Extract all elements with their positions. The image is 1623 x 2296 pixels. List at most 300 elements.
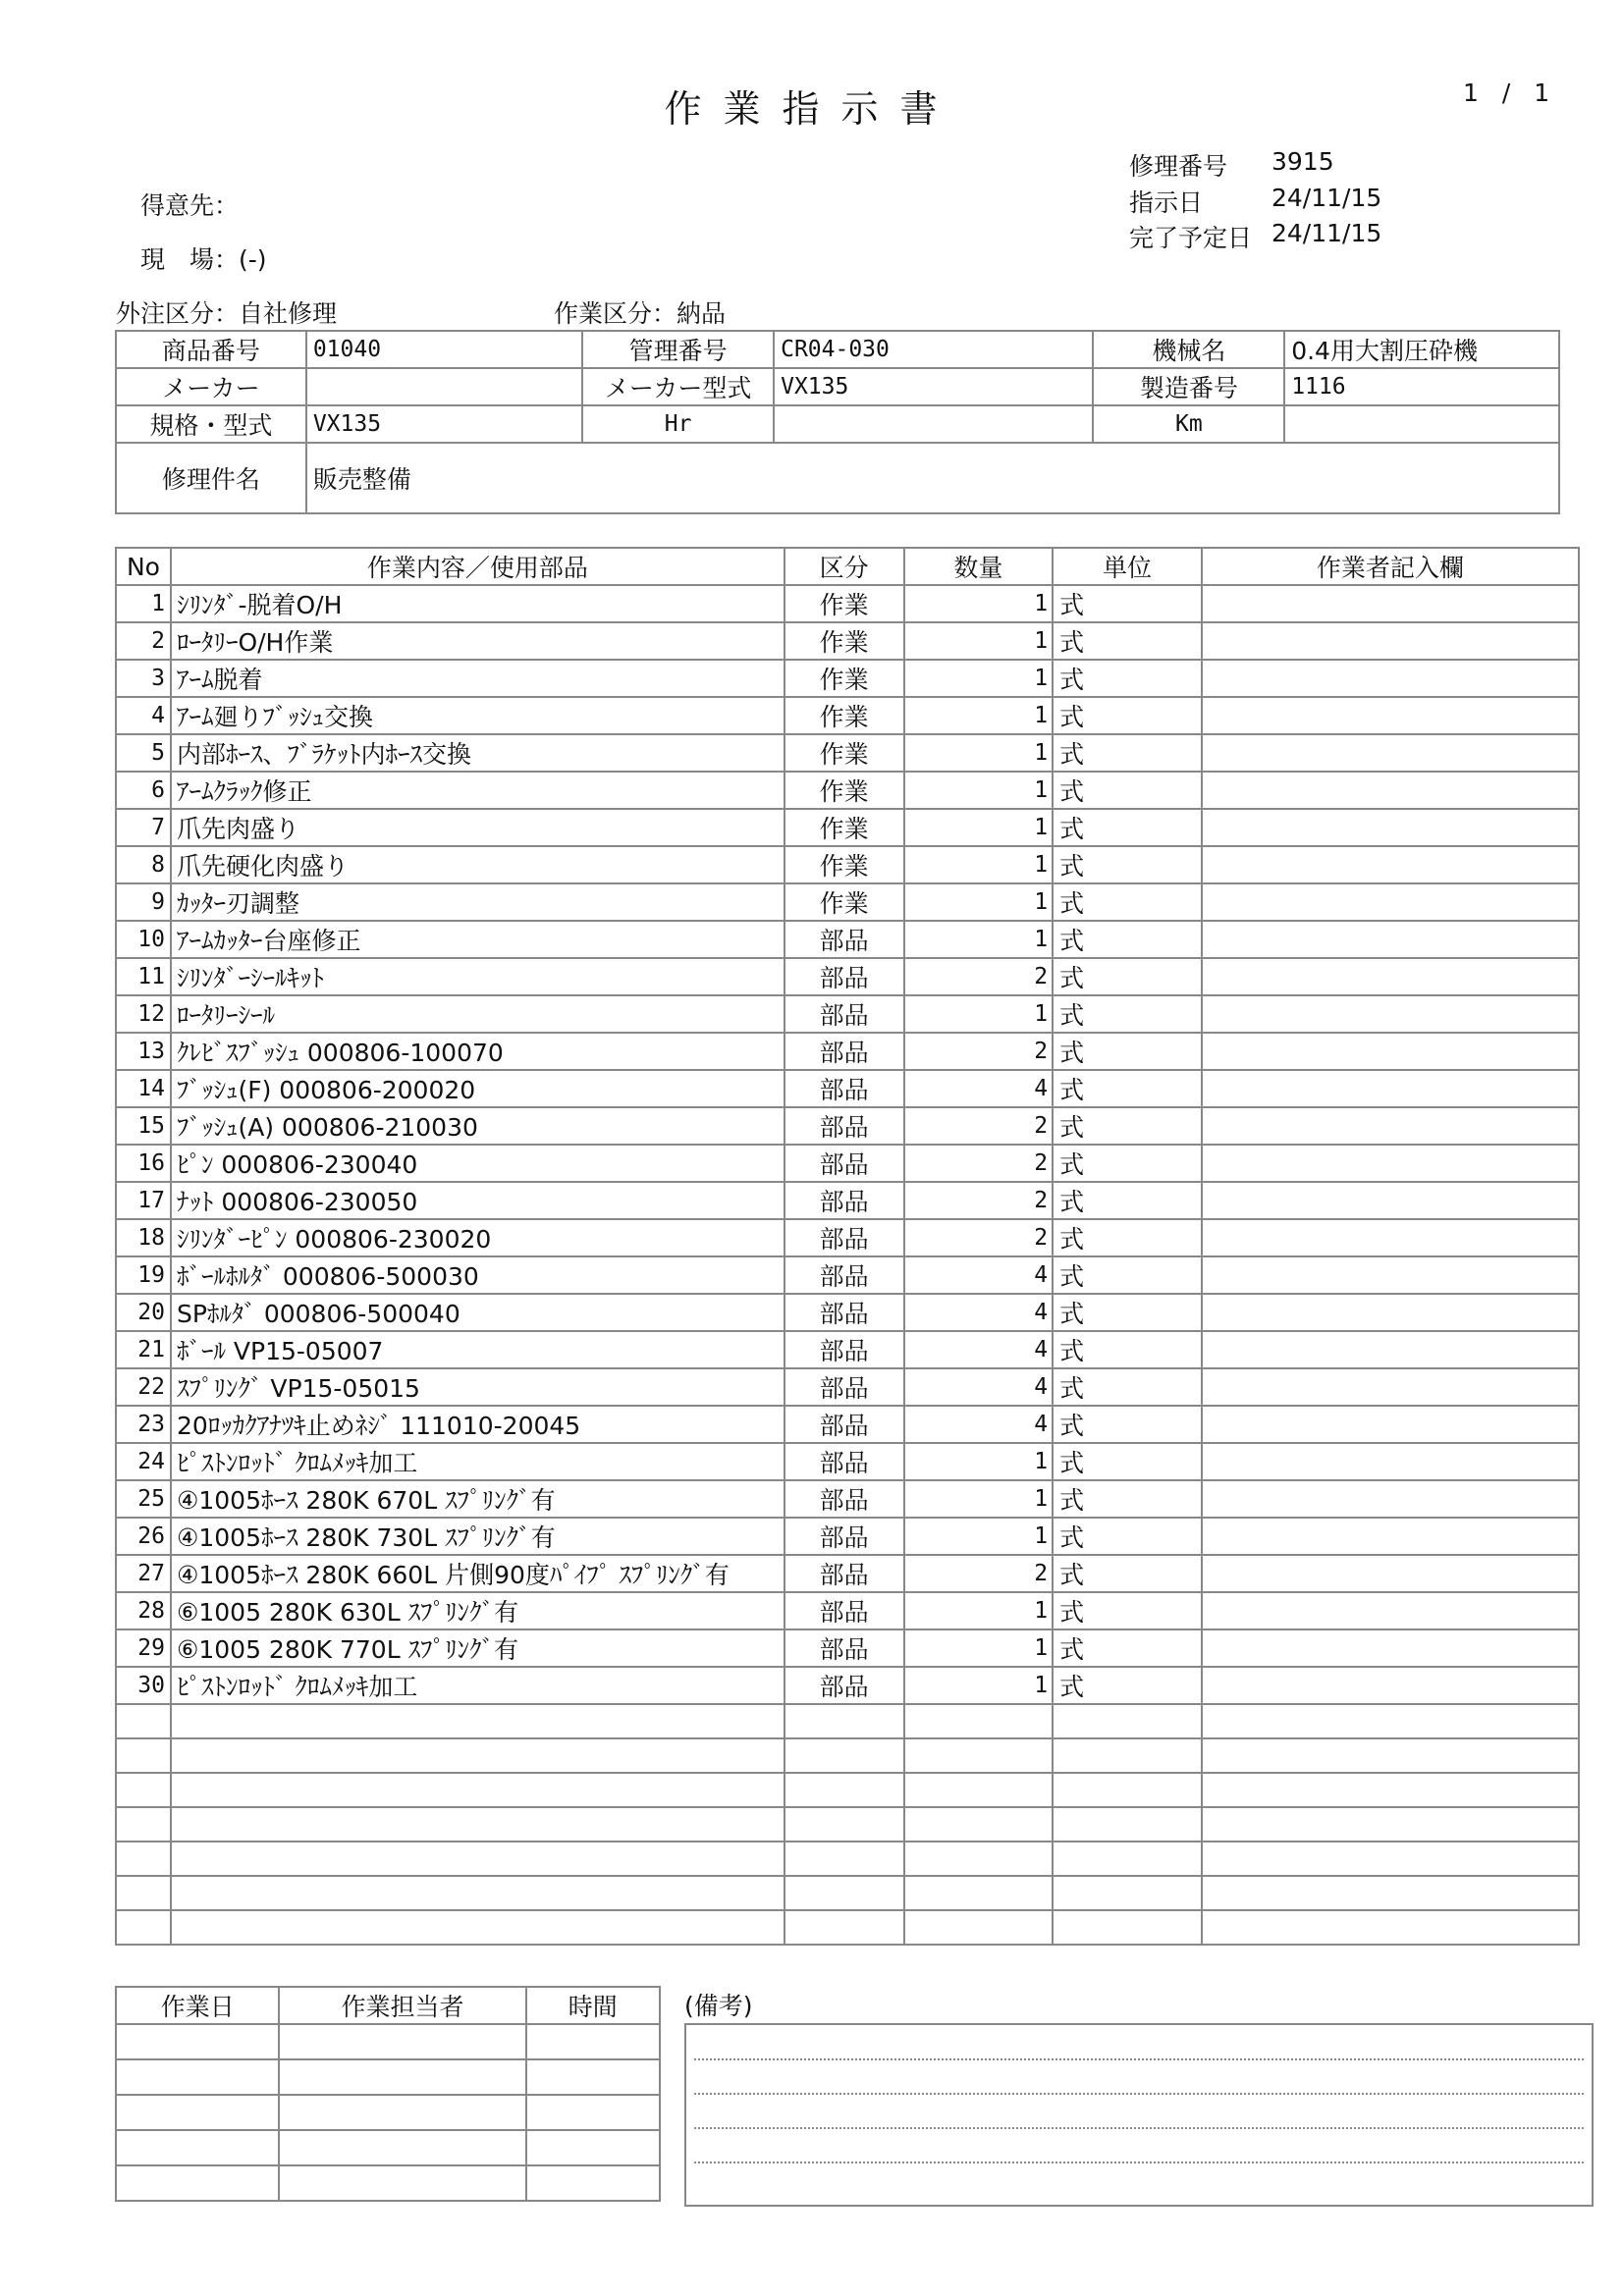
- log-cell[interactable]: [279, 2130, 525, 2165]
- col-qty-header: 数量: [904, 548, 1054, 585]
- table-row: [116, 1406, 1579, 1443]
- repair-no-label: 修理番号: [1129, 152, 1228, 181]
- row-no: 14: [116, 1070, 171, 1107]
- row-worker-note[interactable]: [1202, 1773, 1579, 1807]
- row-qty: [904, 1704, 1054, 1738]
- page-number: 1 / 1: [1463, 79, 1558, 107]
- row-unit: 式: [1053, 1592, 1202, 1629]
- row-category: 部品: [784, 1294, 904, 1331]
- row-worker-note[interactable]: [1202, 734, 1579, 772]
- row-qty: 1: [904, 585, 1054, 622]
- row-worker-note[interactable]: [1202, 1518, 1579, 1555]
- table-row: [116, 958, 1579, 995]
- outsource-label: 外注区分：: [116, 299, 240, 328]
- row-worker-note[interactable]: [1202, 1876, 1579, 1910]
- row-no: 23: [116, 1406, 171, 1443]
- table-row: [116, 1145, 1579, 1182]
- row-qty: 4: [904, 1368, 1054, 1406]
- row-worker-note[interactable]: [1202, 958, 1579, 995]
- row-unit: 式: [1053, 846, 1202, 883]
- info-table: [115, 330, 1560, 514]
- row-category: 部品: [784, 1443, 904, 1480]
- table-row: [116, 883, 1579, 921]
- table-row: [116, 1219, 1579, 1256]
- log-cell[interactable]: [526, 2165, 660, 2201]
- due-date: 24/11/15: [1271, 219, 1382, 247]
- row-qty: 4: [904, 1294, 1054, 1331]
- spec-label: 規格・型式: [116, 405, 306, 443]
- log-date-header: 作業日: [116, 1987, 279, 2024]
- row-worker-note[interactable]: [1202, 1443, 1579, 1480]
- table-row: [116, 1256, 1579, 1294]
- product-no: 01040: [306, 331, 582, 368]
- table-row: [116, 1033, 1579, 1070]
- row-unit: 式: [1053, 1145, 1202, 1182]
- row-desc: ⑥1005 280K 630L ｽﾌﾟﾘﾝｸﾞ有: [171, 1592, 784, 1629]
- row-desc: [171, 1704, 784, 1738]
- row-qty: [904, 1807, 1054, 1842]
- row-worker-note[interactable]: [1202, 883, 1579, 921]
- row-category: 部品: [784, 1629, 904, 1667]
- row-worker-note[interactable]: [1202, 660, 1579, 697]
- row-category: 部品: [784, 1480, 904, 1518]
- row-no: 26: [116, 1518, 171, 1555]
- row-no: 29: [116, 1629, 171, 1667]
- table-row: [116, 1629, 1579, 1667]
- row-qty: 1: [904, 1667, 1054, 1704]
- log-cell[interactable]: [279, 2024, 525, 2059]
- product-no-label: 商品番号: [116, 331, 306, 368]
- row-worker-note[interactable]: [1202, 1219, 1579, 1256]
- work-type-value: 納品: [676, 299, 727, 328]
- row-desc: ④1005ﾎｰｽ 280K 660L 片側90度ﾊﾟｲﾌﾟ ｽﾌﾟﾘﾝｸﾞ有: [171, 1555, 784, 1592]
- row-qty: 2: [904, 1107, 1054, 1145]
- row-qty: 4: [904, 1406, 1054, 1443]
- row-unit: [1053, 1842, 1202, 1876]
- row-no: [116, 1738, 171, 1773]
- row-qty: 1: [904, 883, 1054, 921]
- maker: [306, 368, 582, 405]
- row-worker-note[interactable]: [1202, 1667, 1579, 1704]
- log-time-header: 時間: [526, 1987, 660, 2024]
- log-cell[interactable]: [526, 2024, 660, 2059]
- log-cell[interactable]: [116, 2165, 279, 2201]
- row-qty: 4: [904, 1331, 1054, 1368]
- log-row: [116, 2165, 660, 2201]
- row-category: 部品: [784, 1518, 904, 1555]
- row-worker-note[interactable]: [1202, 1480, 1579, 1518]
- row-desc: [171, 1876, 784, 1910]
- table-row: [116, 809, 1579, 846]
- row-qty: 1: [904, 1629, 1054, 1667]
- km-label: Km: [1093, 405, 1284, 443]
- machine-label: 機械名: [1093, 331, 1284, 368]
- row-unit: 式: [1053, 1331, 1202, 1368]
- row-category: 作業: [784, 809, 904, 846]
- row-worker-note[interactable]: [1202, 1070, 1579, 1107]
- row-no: [116, 1842, 171, 1876]
- row-worker-note[interactable]: [1202, 622, 1579, 660]
- row-qty: 1: [904, 772, 1054, 809]
- table-row-empty: [116, 1773, 1579, 1807]
- row-desc: [171, 1807, 784, 1842]
- row-category: [784, 1738, 904, 1773]
- row-qty: 1: [904, 734, 1054, 772]
- row-desc: ｼﾘﾝﾀﾞ-脱着O/H: [171, 585, 784, 622]
- row-no: 21: [116, 1331, 171, 1368]
- log-row: [116, 2059, 660, 2095]
- row-unit: 式: [1053, 809, 1202, 846]
- row-unit: 式: [1053, 1219, 1202, 1256]
- remarks-line: [694, 2162, 1584, 2163]
- site-label: [140, 240, 267, 276]
- log-cell[interactable]: [279, 2095, 525, 2130]
- table-row: [116, 697, 1579, 734]
- row-no: [116, 1807, 171, 1842]
- row-category: 作業: [784, 846, 904, 883]
- row-desc: ﾎﾞｰﾙﾎﾙﾀﾞ 000806-500030: [171, 1256, 784, 1294]
- log-cell[interactable]: [279, 2165, 525, 2201]
- row-unit: 式: [1053, 1033, 1202, 1070]
- table-row: [116, 1480, 1579, 1518]
- row-qty: 1: [904, 995, 1054, 1033]
- row-unit: 式: [1053, 1480, 1202, 1518]
- row-qty: 2: [904, 1555, 1054, 1592]
- row-worker-note[interactable]: [1202, 1406, 1579, 1443]
- row-desc: ｱｰﾑ脱着: [171, 660, 784, 697]
- remarks-line: [694, 2127, 1584, 2129]
- col-worker-header: 作業者記入欄: [1202, 548, 1579, 585]
- row-no: 9: [116, 883, 171, 921]
- row-desc: 爪先肉盛り: [171, 809, 784, 846]
- row-category: 部品: [784, 1182, 904, 1219]
- row-category: 部品: [784, 958, 904, 995]
- repair-item-label: 修理件名: [116, 443, 306, 513]
- col-no-header: No: [116, 548, 171, 585]
- row-desc: ｸﾚﾋﾞｽﾌﾞｯｼｭ 000806-100070: [171, 1033, 784, 1070]
- row-no: 18: [116, 1219, 171, 1256]
- table-row-empty: [116, 1910, 1579, 1945]
- row-desc: [171, 1773, 784, 1807]
- row-no: 2: [116, 622, 171, 660]
- row-unit: 式: [1053, 1256, 1202, 1294]
- serial-label: 製造番号: [1093, 368, 1284, 405]
- row-no: 16: [116, 1145, 171, 1182]
- row-unit: 式: [1053, 1555, 1202, 1592]
- row-no: 27: [116, 1555, 171, 1592]
- row-desc: 爪先硬化肉盛り: [171, 846, 784, 883]
- row-worker-note[interactable]: [1202, 1331, 1579, 1368]
- row-unit: 式: [1053, 1629, 1202, 1667]
- col-desc-header: 作業内容／使用部品: [171, 548, 784, 585]
- row-unit: 式: [1053, 958, 1202, 995]
- row-category: 部品: [784, 1219, 904, 1256]
- row-category: 作業: [784, 697, 904, 734]
- row-unit: [1053, 1807, 1202, 1842]
- outsource-value: 自社修理: [239, 299, 338, 328]
- row-qty: 2: [904, 1219, 1054, 1256]
- row-no: 22: [116, 1368, 171, 1406]
- row-category: 作業: [784, 660, 904, 697]
- remarks-label: (備考): [684, 1992, 753, 2020]
- table-row: [116, 772, 1579, 809]
- row-no: 5: [116, 734, 171, 772]
- km: [1284, 405, 1559, 443]
- log-cell[interactable]: [116, 2059, 279, 2095]
- row-no: 8: [116, 846, 171, 883]
- table-row-empty: [116, 1704, 1579, 1738]
- row-desc: ｽﾌﾟﾘﾝｸﾞ VP15-05015: [171, 1368, 784, 1406]
- row-worker-note[interactable]: [1202, 1182, 1579, 1219]
- row-desc: [171, 1738, 784, 1773]
- row-unit: 式: [1053, 1406, 1202, 1443]
- row-unit: 式: [1053, 1182, 1202, 1219]
- row-unit: 式: [1053, 734, 1202, 772]
- row-no: 7: [116, 809, 171, 846]
- row-qty: 1: [904, 1480, 1054, 1518]
- row-category: 作業: [784, 772, 904, 809]
- row-no: 30: [116, 1667, 171, 1704]
- row-category: [784, 1876, 904, 1910]
- row-no: 1: [116, 585, 171, 622]
- customer-label: 得意先：: [140, 191, 240, 220]
- table-row-empty: [116, 1807, 1579, 1842]
- spec: VX135: [306, 405, 582, 443]
- row-unit: 式: [1053, 1368, 1202, 1406]
- repair-no: 3915: [1271, 147, 1334, 176]
- table-row: [116, 1070, 1579, 1107]
- row-unit: 式: [1053, 1518, 1202, 1555]
- table-row: [116, 1518, 1579, 1555]
- row-worker-note[interactable]: [1202, 1738, 1579, 1773]
- row-worker-note[interactable]: [1202, 921, 1579, 958]
- row-unit: 式: [1053, 1667, 1202, 1704]
- remarks-line: [694, 2093, 1584, 2095]
- row-qty: 1: [904, 1443, 1054, 1480]
- row-desc: ｱｰﾑ廻りﾌﾞｯｼｭ交換: [171, 697, 784, 734]
- hr-label: Hr: [582, 405, 774, 443]
- row-unit: [1053, 1773, 1202, 1807]
- row-desc: 内部ﾎｰｽ、ﾌﾞﾗｹｯﾄ内ﾎｰｽ交換: [171, 734, 784, 772]
- row-unit: [1053, 1738, 1202, 1773]
- row-qty: 1: [904, 846, 1054, 883]
- row-qty: [904, 1773, 1054, 1807]
- row-worker-note[interactable]: [1202, 697, 1579, 734]
- row-no: [116, 1876, 171, 1910]
- row-desc: ﾌﾞｯｼｭ(F) 000806-200020: [171, 1070, 784, 1107]
- maker-model-label: メーカー型式: [582, 368, 774, 405]
- row-category: 部品: [784, 1256, 904, 1294]
- row-no: 28: [116, 1592, 171, 1629]
- table-row-empty: [116, 1876, 1579, 1910]
- work-table-body: [116, 585, 1579, 1945]
- row-worker-note[interactable]: [1202, 1368, 1579, 1406]
- due-date-label: 完了予定日: [1129, 224, 1253, 252]
- row-category: [784, 1842, 904, 1876]
- row-worker-note[interactable]: [1202, 1555, 1579, 1592]
- row-worker-note[interactable]: [1202, 1592, 1579, 1629]
- work-table: [115, 547, 1580, 1946]
- log-row: [116, 2095, 660, 2130]
- table-row: [116, 995, 1579, 1033]
- row-no: 11: [116, 958, 171, 995]
- row-desc: ④1005ﾎｰｽ 280K 730L ｽﾌﾟﾘﾝｸﾞ有: [171, 1518, 784, 1555]
- row-unit: 式: [1053, 772, 1202, 809]
- row-unit: 式: [1053, 1294, 1202, 1331]
- row-worker-note[interactable]: [1202, 1256, 1579, 1294]
- row-unit: 式: [1053, 1107, 1202, 1145]
- row-worker-note[interactable]: [1202, 846, 1579, 883]
- row-desc: ﾛｰﾀﾘｰｼｰﾙ: [171, 995, 784, 1033]
- log-cell[interactable]: [526, 2059, 660, 2095]
- row-category: 部品: [784, 1145, 904, 1182]
- issue-date: 24/11/15: [1271, 184, 1382, 212]
- row-desc: ﾅｯﾄ 000806-230050: [171, 1182, 784, 1219]
- row-no: 17: [116, 1182, 171, 1219]
- row-qty: 1: [904, 1518, 1054, 1555]
- row-category: 部品: [784, 1368, 904, 1406]
- remarks-box[interactable]: [684, 2023, 1594, 2207]
- table-row: [116, 660, 1579, 697]
- maker-model: VX135: [774, 368, 1093, 405]
- table-row-empty: [116, 1842, 1579, 1876]
- row-worker-note[interactable]: [1202, 1294, 1579, 1331]
- row-desc: ｼﾘﾝﾀﾞｰｼｰﾙｷｯﾄ: [171, 958, 784, 995]
- row-worker-note[interactable]: [1202, 1910, 1579, 1945]
- row-desc: 20ﾛｯｶｸｱﾅﾂｷ止めﾈｼﾞ 111010-20045: [171, 1406, 784, 1443]
- row-qty: 2: [904, 1033, 1054, 1070]
- row-unit: [1053, 1876, 1202, 1910]
- row-unit: 式: [1053, 995, 1202, 1033]
- row-qty: 1: [904, 921, 1054, 958]
- row-category: 部品: [784, 921, 904, 958]
- row-no: 19: [116, 1256, 171, 1294]
- row-worker-note[interactable]: [1202, 772, 1579, 809]
- log-cell[interactable]: [116, 2130, 279, 2165]
- row-category: [784, 1807, 904, 1842]
- row-category: 部品: [784, 1107, 904, 1145]
- repair-item: 販売整備: [306, 443, 1559, 513]
- work-type-label: 作業区分：: [554, 299, 677, 328]
- row-desc: ﾎﾞｰﾙ VP15-05007: [171, 1331, 784, 1368]
- row-no: 6: [116, 772, 171, 809]
- row-worker-note[interactable]: [1202, 1107, 1579, 1145]
- row-desc: ④1005ﾎｰｽ 280K 670L ｽﾌﾟﾘﾝｸﾞ有: [171, 1480, 784, 1518]
- table-row: [116, 1592, 1579, 1629]
- row-category: [784, 1910, 904, 1945]
- row-worker-note[interactable]: [1202, 1704, 1579, 1738]
- row-qty: 1: [904, 660, 1054, 697]
- row-category: 作業: [784, 585, 904, 622]
- log-cell[interactable]: [279, 2059, 525, 2095]
- mgmt-no: CR04-030: [774, 331, 1093, 368]
- machine: 0.4用大割圧砕機: [1284, 331, 1559, 368]
- row-category: 部品: [784, 1406, 904, 1443]
- row-category: 部品: [784, 1331, 904, 1368]
- row-qty: [904, 1910, 1054, 1945]
- log-cell[interactable]: [526, 2095, 660, 2130]
- table-row: [116, 921, 1579, 958]
- row-worker-note[interactable]: [1202, 995, 1579, 1033]
- table-row-empty: [116, 1738, 1579, 1773]
- row-unit: [1053, 1910, 1202, 1945]
- document-title: 作業指示書: [664, 87, 959, 131]
- table-row: [116, 734, 1579, 772]
- row-qty: [904, 1876, 1054, 1910]
- log-row: [116, 2024, 660, 2059]
- row-qty: 4: [904, 1256, 1054, 1294]
- site-value: (-): [239, 245, 267, 274]
- row-unit: 式: [1053, 1070, 1202, 1107]
- row-worker-note[interactable]: [1202, 1145, 1579, 1182]
- row-no: [116, 1704, 171, 1738]
- log-cell[interactable]: [116, 2095, 279, 2130]
- row-qty: 1: [904, 622, 1054, 660]
- site-label-text: 現 場：: [140, 245, 240, 274]
- row-no: 3: [116, 660, 171, 697]
- row-desc: ｱｰﾑｶｯﾀｰ台座修正: [171, 921, 784, 958]
- row-desc: [171, 1910, 784, 1945]
- row-worker-note[interactable]: [1202, 585, 1579, 622]
- log-row: [116, 2130, 660, 2165]
- row-unit: 式: [1053, 697, 1202, 734]
- table-row: [116, 1555, 1579, 1592]
- log-staff-header: 作業担当者: [279, 1987, 525, 2024]
- mgmt-no-label: 管理番号: [582, 331, 774, 368]
- row-worker-note[interactable]: [1202, 1033, 1579, 1070]
- table-row: [116, 1368, 1579, 1406]
- remarks-line: [694, 2058, 1584, 2060]
- row-qty: 1: [904, 697, 1054, 734]
- row-worker-note[interactable]: [1202, 809, 1579, 846]
- row-unit: 式: [1053, 1443, 1202, 1480]
- row-no: 10: [116, 921, 171, 958]
- row-category: 作業: [784, 883, 904, 921]
- table-row: [116, 1667, 1579, 1704]
- row-desc: ﾋﾟﾝ 000806-230040: [171, 1145, 784, 1182]
- row-worker-note[interactable]: [1202, 1842, 1579, 1876]
- row-worker-note[interactable]: [1202, 1807, 1579, 1842]
- row-no: 13: [116, 1033, 171, 1070]
- row-qty: 2: [904, 1182, 1054, 1219]
- row-category: 作業: [784, 622, 904, 660]
- col-cat-header: 区分: [784, 548, 904, 585]
- row-category: 部品: [784, 1555, 904, 1592]
- work-type-field: [554, 294, 726, 330]
- outsource-field: [116, 294, 337, 330]
- row-category: 部品: [784, 1667, 904, 1704]
- issue-date-label: 指示日: [1129, 188, 1204, 217]
- row-no: 20: [116, 1294, 171, 1331]
- row-unit: 式: [1053, 660, 1202, 697]
- row-desc: ｱｰﾑｸﾗｯｸ修正: [171, 772, 784, 809]
- row-desc: ﾛｰﾀﾘｰO/H作業: [171, 622, 784, 660]
- log-cell[interactable]: [116, 2024, 279, 2059]
- col-unit-header: 単位: [1053, 548, 1202, 585]
- log-cell[interactable]: [526, 2130, 660, 2165]
- table-row: [116, 1294, 1579, 1331]
- work-log-table: [115, 1986, 661, 2202]
- row-category: 部品: [784, 995, 904, 1033]
- row-worker-note[interactable]: [1202, 1629, 1579, 1667]
- hr: [774, 405, 1093, 443]
- row-unit: 式: [1053, 585, 1202, 622]
- row-category: 部品: [784, 1592, 904, 1629]
- maker-label: メーカー: [116, 368, 306, 405]
- row-category: [784, 1704, 904, 1738]
- row-category: 作業: [784, 734, 904, 772]
- row-desc: SPﾎﾙﾀﾞ 000806-500040: [171, 1294, 784, 1331]
